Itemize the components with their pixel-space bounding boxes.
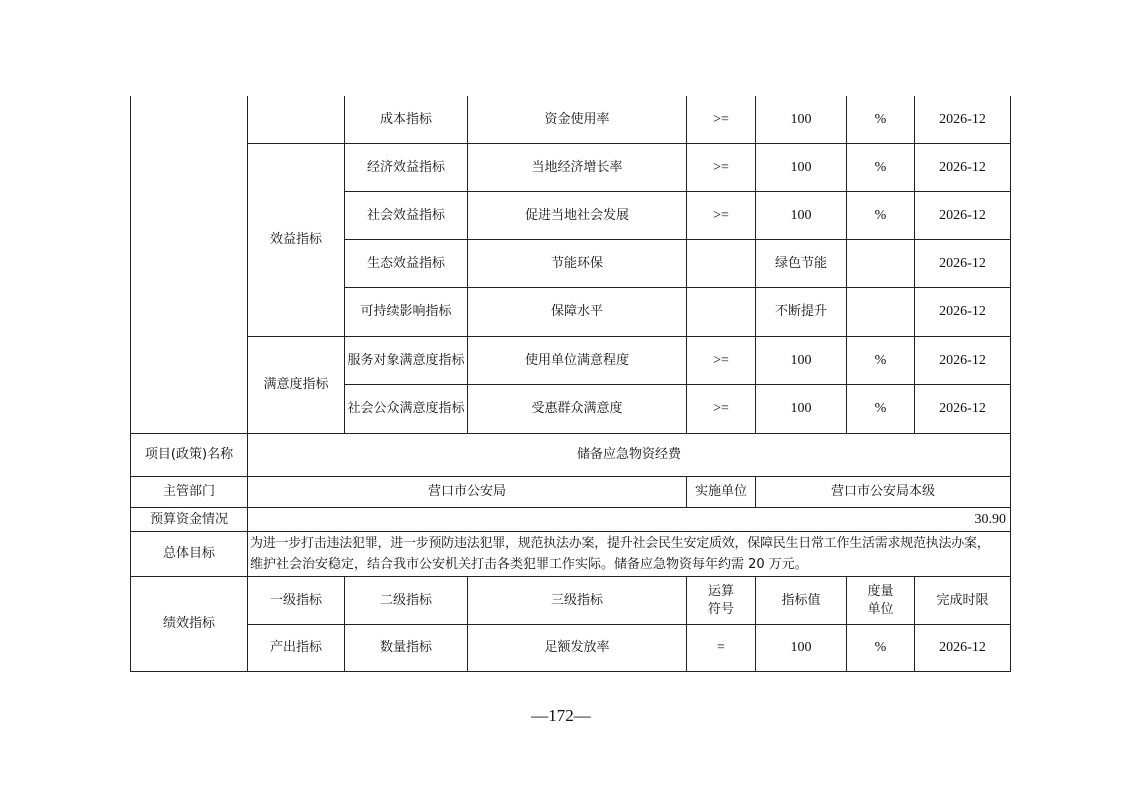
indicator-value: 不断提升 <box>774 304 827 319</box>
deadline: 2026-12 <box>939 159 986 175</box>
perf-value: 100 <box>790 640 812 655</box>
project-name-value: 储备应急物资经费 <box>576 447 681 462</box>
level4-indicator: 当地经济增长率 <box>531 159 623 175</box>
level3-indicator: 经济效益指标 <box>366 159 445 175</box>
indicator-value: 绿色节能 <box>774 255 827 271</box>
header-operator-line2: 符号 <box>707 601 734 617</box>
indicator-value: 100 <box>790 111 812 127</box>
perf-operator: = <box>717 640 725 655</box>
unit <box>847 288 914 336</box>
level4-indicator: 受惠群众满意度 <box>531 401 623 416</box>
operator: >= <box>713 207 729 223</box>
project-name-label: 项目(政策)名称 <box>144 447 234 462</box>
level4-indicator: 使用单位满意程度 <box>524 352 629 368</box>
budget-label: 预算资金情况 <box>149 511 228 527</box>
header-unit <box>847 577 914 624</box>
department-label: 主管部门 <box>162 484 215 499</box>
header-value: 指标值 <box>781 592 821 608</box>
level3-indicator: 可持续影响指标 <box>360 304 452 319</box>
deadline: 2026-12 <box>939 111 986 127</box>
row-divider <box>130 531 1011 532</box>
header-operator <box>687 577 755 624</box>
unit: % <box>874 401 887 416</box>
goal-text-line1: 为进一步打击违法犯罪，进一步预防违法犯罪，规范执法办案，提升社会民生安定质效，保障民生日常工作生活需求规范执法办案， <box>250 536 990 551</box>
header-unit-line1: 度量 <box>867 583 894 599</box>
deadline: 2026-12 <box>939 401 986 416</box>
perf-deadline: 2026-12 <box>939 640 986 655</box>
operator: >= <box>713 401 729 416</box>
unit: % <box>874 352 887 368</box>
level3-indicator: 成本指标 <box>379 111 432 127</box>
level4-indicator: 促进当地社会发展 <box>524 207 629 223</box>
perf-unit: % <box>874 640 887 655</box>
level4-indicator: 资金使用率 <box>544 111 610 127</box>
level3-indicator: 服务对象满意度指标 <box>347 352 465 368</box>
perf-level2: 数量指标 <box>379 640 432 655</box>
unit: % <box>874 111 887 127</box>
indicator-value: 100 <box>790 159 812 175</box>
implementer-label: 实施单位 <box>694 484 747 499</box>
level4-indicator: 节能环保 <box>550 255 603 271</box>
indicator-value: 100 <box>790 207 812 223</box>
header-level2: 二级指标 <box>379 592 432 608</box>
deadline: 2026-12 <box>939 255 986 271</box>
indicator-value: 100 <box>790 352 812 368</box>
operator: >= <box>713 111 729 127</box>
performance-label: 绩效指标 <box>162 616 215 631</box>
level3-indicator: 生态效益指标 <box>366 255 445 271</box>
group-benefit-label: 效益指标 <box>269 232 322 247</box>
deadline: 2026-12 <box>939 207 986 223</box>
deadline: 2026-12 <box>939 352 986 368</box>
perf-level3: 足额发放率 <box>544 640 610 655</box>
unit: % <box>874 159 887 175</box>
implementer-value: 营口市公安局本级 <box>830 484 935 499</box>
budget-value: 30.90 <box>974 511 1006 527</box>
perf-level1: 产出指标 <box>269 640 322 655</box>
unit <box>847 240 914 287</box>
level4-indicator: 保障水平 <box>550 304 603 319</box>
operator <box>687 288 755 336</box>
department-value: 营口市公安局 <box>427 484 506 499</box>
unit: % <box>874 207 887 223</box>
operator: >= <box>713 352 729 368</box>
header-level1: 一级指标 <box>269 592 322 608</box>
goal-label: 总体目标 <box>162 546 215 561</box>
group-satisfaction-label: 满意度指标 <box>263 377 329 392</box>
header-level3: 三级指标 <box>550 592 603 608</box>
header-unit-line2: 单位 <box>867 601 894 617</box>
goal-text-line2: 维护社会治安稳定，结合我市公安机关打击各类犯罪工作实际。储备应急物资每年约需 20 万元。 <box>250 557 808 572</box>
header-deadline: 完成时限 <box>936 592 989 608</box>
operator: >= <box>713 159 729 175</box>
operator <box>687 240 755 287</box>
deadline: 2026-12 <box>939 304 986 319</box>
indicator-value: 100 <box>790 401 812 416</box>
page-number: —172— <box>531 706 591 725</box>
level3-indicator: 社会效益指标 <box>366 207 445 223</box>
table-border-bottom <box>130 671 1011 672</box>
header-operator-line1: 运算 <box>707 583 734 599</box>
level3-indicator: 社会公众满意度指标 <box>347 401 465 416</box>
